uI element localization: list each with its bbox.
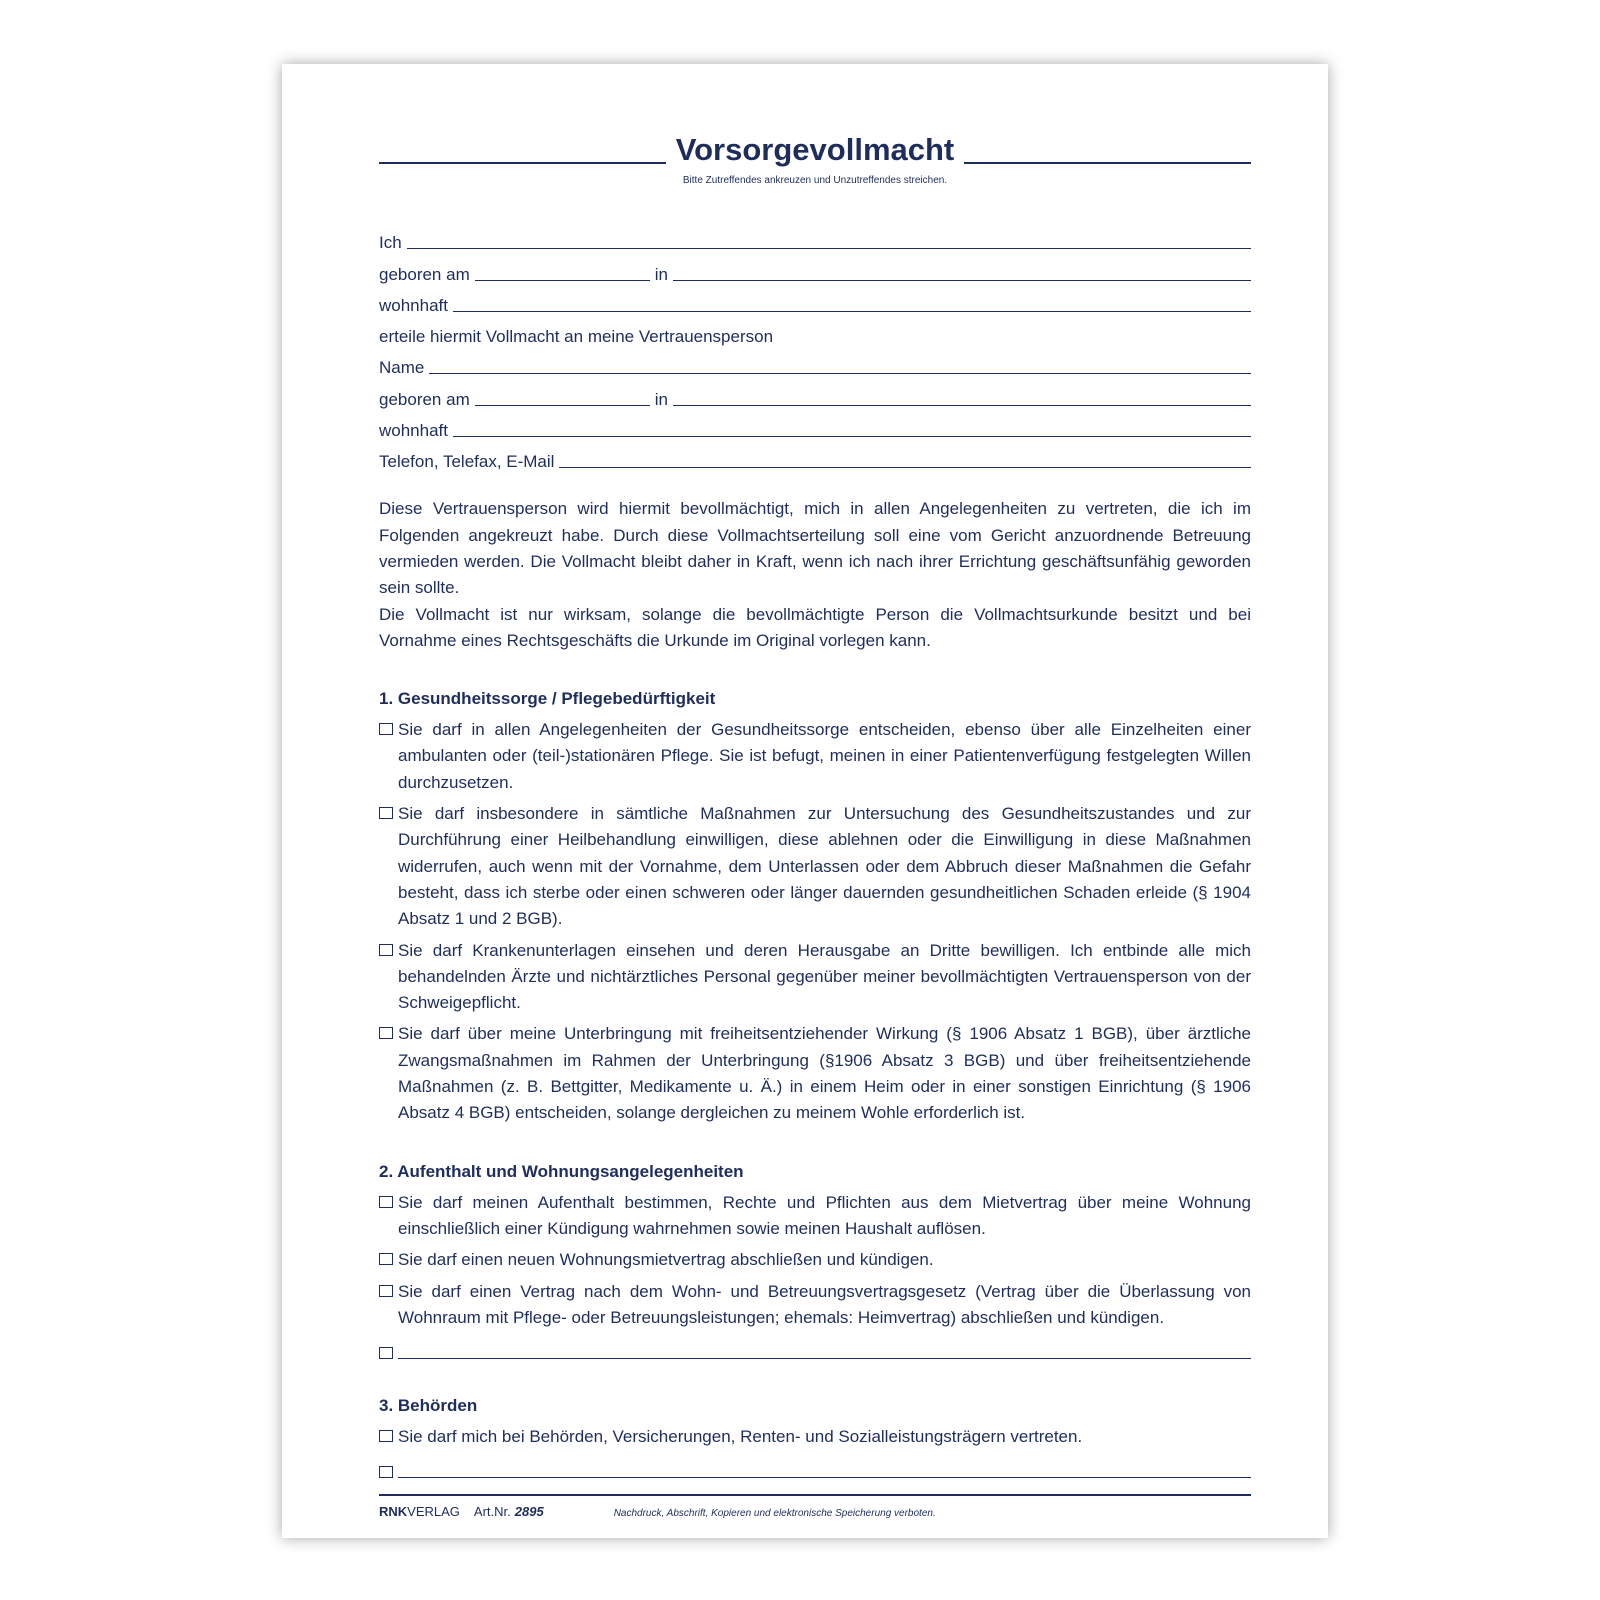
checkbox-item-text: Sie darf Krankenunterlagen einsehen und deren Herausgabe an Dritte bewilligen. Ich entbinde alle mich behandelnden Ärzte und nichtärztliches Personal gegenüber meiner bevollmächtigten Vertrauensperson von der Schweigepflicht.	[398, 940, 1251, 1013]
field-row-wohnhaft-2	[379, 410, 1251, 441]
field-geboren-am-line[interactable]	[475, 280, 650, 281]
field-row-wohnhaft	[379, 285, 1251, 316]
field-row-geboren	[379, 253, 1251, 284]
field-ich-line[interactable]	[407, 248, 1251, 249]
field-kontakt-line[interactable]	[559, 467, 1251, 468]
field-label-geboren-am: geboren am	[379, 264, 470, 284]
article-number: 2895	[514, 1504, 544, 1519]
checkbox[interactable]	[379, 1466, 393, 1478]
checkbox-item-text: Sie darf insbesondere in sämtliche Maßnahmen zur Untersuchung des Gesundheitszustandes und zur Durchführung einer Heilbehandlung einwilligen, diese ablehnen oder die Einwilligung in diese Maßnahmen widerrufen, auch wenn mit der Vornahme, dem Unterlassen oder dem Abbruch dieser Maßnahmen die Gefahr besteht, dass ich sterbe oder einen schweren oder länger dauernden gesundheitlichen Schaden erleide (§ 1904 Absatz 1 und 2 BGB).	[398, 804, 1251, 929]
title-rule-right	[964, 162, 1251, 164]
title-row	[379, 129, 1251, 169]
form-content	[379, 129, 1251, 1480]
checkbox[interactable]	[379, 944, 393, 956]
checkbox-item-text: Sie darf einen Vertrag nach dem Wohn- und Betreuungsvertragsgesetz (Vertrag über die Überlassung von Wohnraum mit Pflege- oder Betreuungsleistungen; ehemals: Heimvertrag) abschließen und kündigen.	[398, 1281, 1251, 1327]
erteile-vollmacht-text: erteile hiermit Vollmacht an meine Vertrauensperson	[379, 327, 774, 347]
checkbox[interactable]	[379, 1430, 393, 1442]
intro-text-1: Diese Vertrauensperson wird hiermit bevollmächtigt, mich in allen Angelegenheiten zu vertreten, die ich im Folgenden angekreuzt habe. Durch diese Vollmachtserteilung soll eine vom Gericht anzuordnende Betreuung vermieden werden. Die Vollmacht bleibt daher in Kraft, wenn ich nach ihrer Errichtung geschäftsunfähig geworden sein sollte.	[379, 499, 1251, 598]
checkbox[interactable]	[379, 1253, 393, 1265]
field-label-in-2: in	[654, 389, 668, 409]
section-heading: 3. Behörden	[379, 1396, 478, 1416]
checkbox-item	[379, 938, 1251, 1017]
publisher-name-rest: VERLAG	[407, 1504, 460, 1519]
checkbox-item	[379, 801, 1251, 932]
field-label-geboren-am-2: geboren am	[379, 389, 470, 409]
checkbox[interactable]	[379, 1347, 393, 1359]
document-subtitle: Bitte Zutreffendes ankreuzen und Unzutreffendes streichen.	[682, 175, 948, 186]
field-label-in: in	[654, 264, 668, 284]
checkbox-item-blank	[379, 1339, 1251, 1361]
section-heading: 2. Aufenthalt und Wohnungsangelegenheiten	[379, 1161, 744, 1181]
blank-entry-line[interactable]	[398, 1358, 1251, 1359]
field-label-wohnhaft-2: wohnhaft	[379, 421, 448, 441]
publisher-logo	[379, 1504, 460, 1519]
checkbox[interactable]	[379, 807, 393, 819]
checkbox-item-text: Sie darf mich bei Behörden, Versicherungen, Renten- und Sozialleistungsträgern vertreten.	[398, 1427, 1083, 1447]
section-behoerden	[379, 1393, 1251, 1480]
intro-paragraph	[379, 496, 1251, 654]
checkbox-item	[379, 1190, 1251, 1243]
checkbox-item	[379, 1021, 1251, 1126]
field-row-kontakt	[379, 441, 1251, 472]
publisher-name-bold: RNK	[379, 1504, 408, 1519]
footer	[379, 1504, 1251, 1519]
document-title: Vorsorgevollmacht	[675, 132, 955, 167]
section-heading: 1. Gesundheitssorge / Pflegebedürftigkeit	[379, 689, 716, 709]
checkbox-item	[379, 1279, 1251, 1332]
field-row-erteile	[379, 316, 1251, 347]
checkbox[interactable]	[379, 723, 393, 735]
footer-rule	[379, 1494, 1251, 1496]
field-geboren-am-2-line[interactable]	[475, 405, 650, 406]
field-label-kontakt: Telefon, Telefax, E-Mail	[379, 452, 555, 472]
checkbox-item-text: Sie darf in allen Angelegenheiten der Gesundheitssorge entscheiden, ebenso über alle Einzelheiten einer ambulanten oder (teil-)stationären Pflege. Sie ist befugt, meinen in einer Patientenverfügung festgelegten Willen durchzusetzen.	[398, 720, 1251, 792]
checkbox-item	[379, 1424, 1251, 1450]
checkbox[interactable]	[379, 1285, 393, 1297]
intro-text-2: Die Vollmacht ist nur wirksam, solange die bevollmächtigte Person die Vollmachtsurkunde besitzt und bei Vornahme eines Rechtsgeschäfts die Urkunde im Original vorlegen kann.	[379, 604, 1251, 650]
field-wohnhaft-2-line[interactable]	[453, 436, 1251, 437]
checkbox-item-text: Sie darf meinen Aufenthalt bestimmen, Rechte und Pflichten aus dem Mietvertrag über meine Wohnung einschließlich einer Kündigung wahrnehmen sowie meinen Haushalt auflösen.	[398, 1192, 1251, 1238]
checkbox[interactable]	[379, 1196, 393, 1208]
checkbox[interactable]	[379, 1027, 393, 1039]
blank-entry-line[interactable]	[398, 1477, 1251, 1478]
personal-fields	[379, 222, 1251, 472]
article-label: Art.Nr.	[473, 1504, 511, 1519]
checkbox-item-text: Sie darf über meine Unterbringung mit freiheitsentziehender Wirkung (§ 1906 Absatz 1 BGB), über ärztliche Zwangsmaßnahmen im Rahmen der Unterbringung (§1906 Absatz 3 BGB) und über freiheitsentziehende Maßnahmen (z. B. Bettgitter, Medikamente u. Ä.) in einem Heim oder in einer sonstigen Einrichtung (§ 1906 Absatz 4 BGB) entscheiden, solange dergleichen zu meinem Wohle erforderlich ist.	[398, 1024, 1251, 1123]
checkbox-item-blank	[379, 1458, 1251, 1480]
field-row-name	[379, 347, 1251, 378]
title-rule-left	[379, 162, 666, 164]
field-label-wohnhaft: wohnhaft	[379, 295, 448, 315]
checkbox-item	[379, 717, 1251, 796]
field-geburtsort-line[interactable]	[673, 280, 1251, 281]
field-row-ich	[379, 222, 1251, 253]
field-wohnhaft-line[interactable]	[453, 311, 1251, 312]
checkbox-item-text: Sie darf einen neuen Wohnungsmietvertrag abschließen und kündigen.	[398, 1250, 934, 1270]
field-label-ich: Ich	[379, 233, 402, 253]
checkbox-item	[379, 1247, 1251, 1273]
section-aufenthalt	[379, 1159, 1251, 1361]
section-gesundheitssorge	[379, 686, 1251, 1126]
copyright-notice: Nachdruck, Abschrift, Kopieren und elektronische Speicherung verboten.	[613, 1508, 936, 1519]
form-sheet	[282, 64, 1328, 1538]
field-label-name: Name	[379, 358, 425, 378]
field-geburtsort-2-line[interactable]	[673, 405, 1251, 406]
field-row-geboren-2	[379, 378, 1251, 409]
field-name-line[interactable]	[429, 373, 1251, 374]
